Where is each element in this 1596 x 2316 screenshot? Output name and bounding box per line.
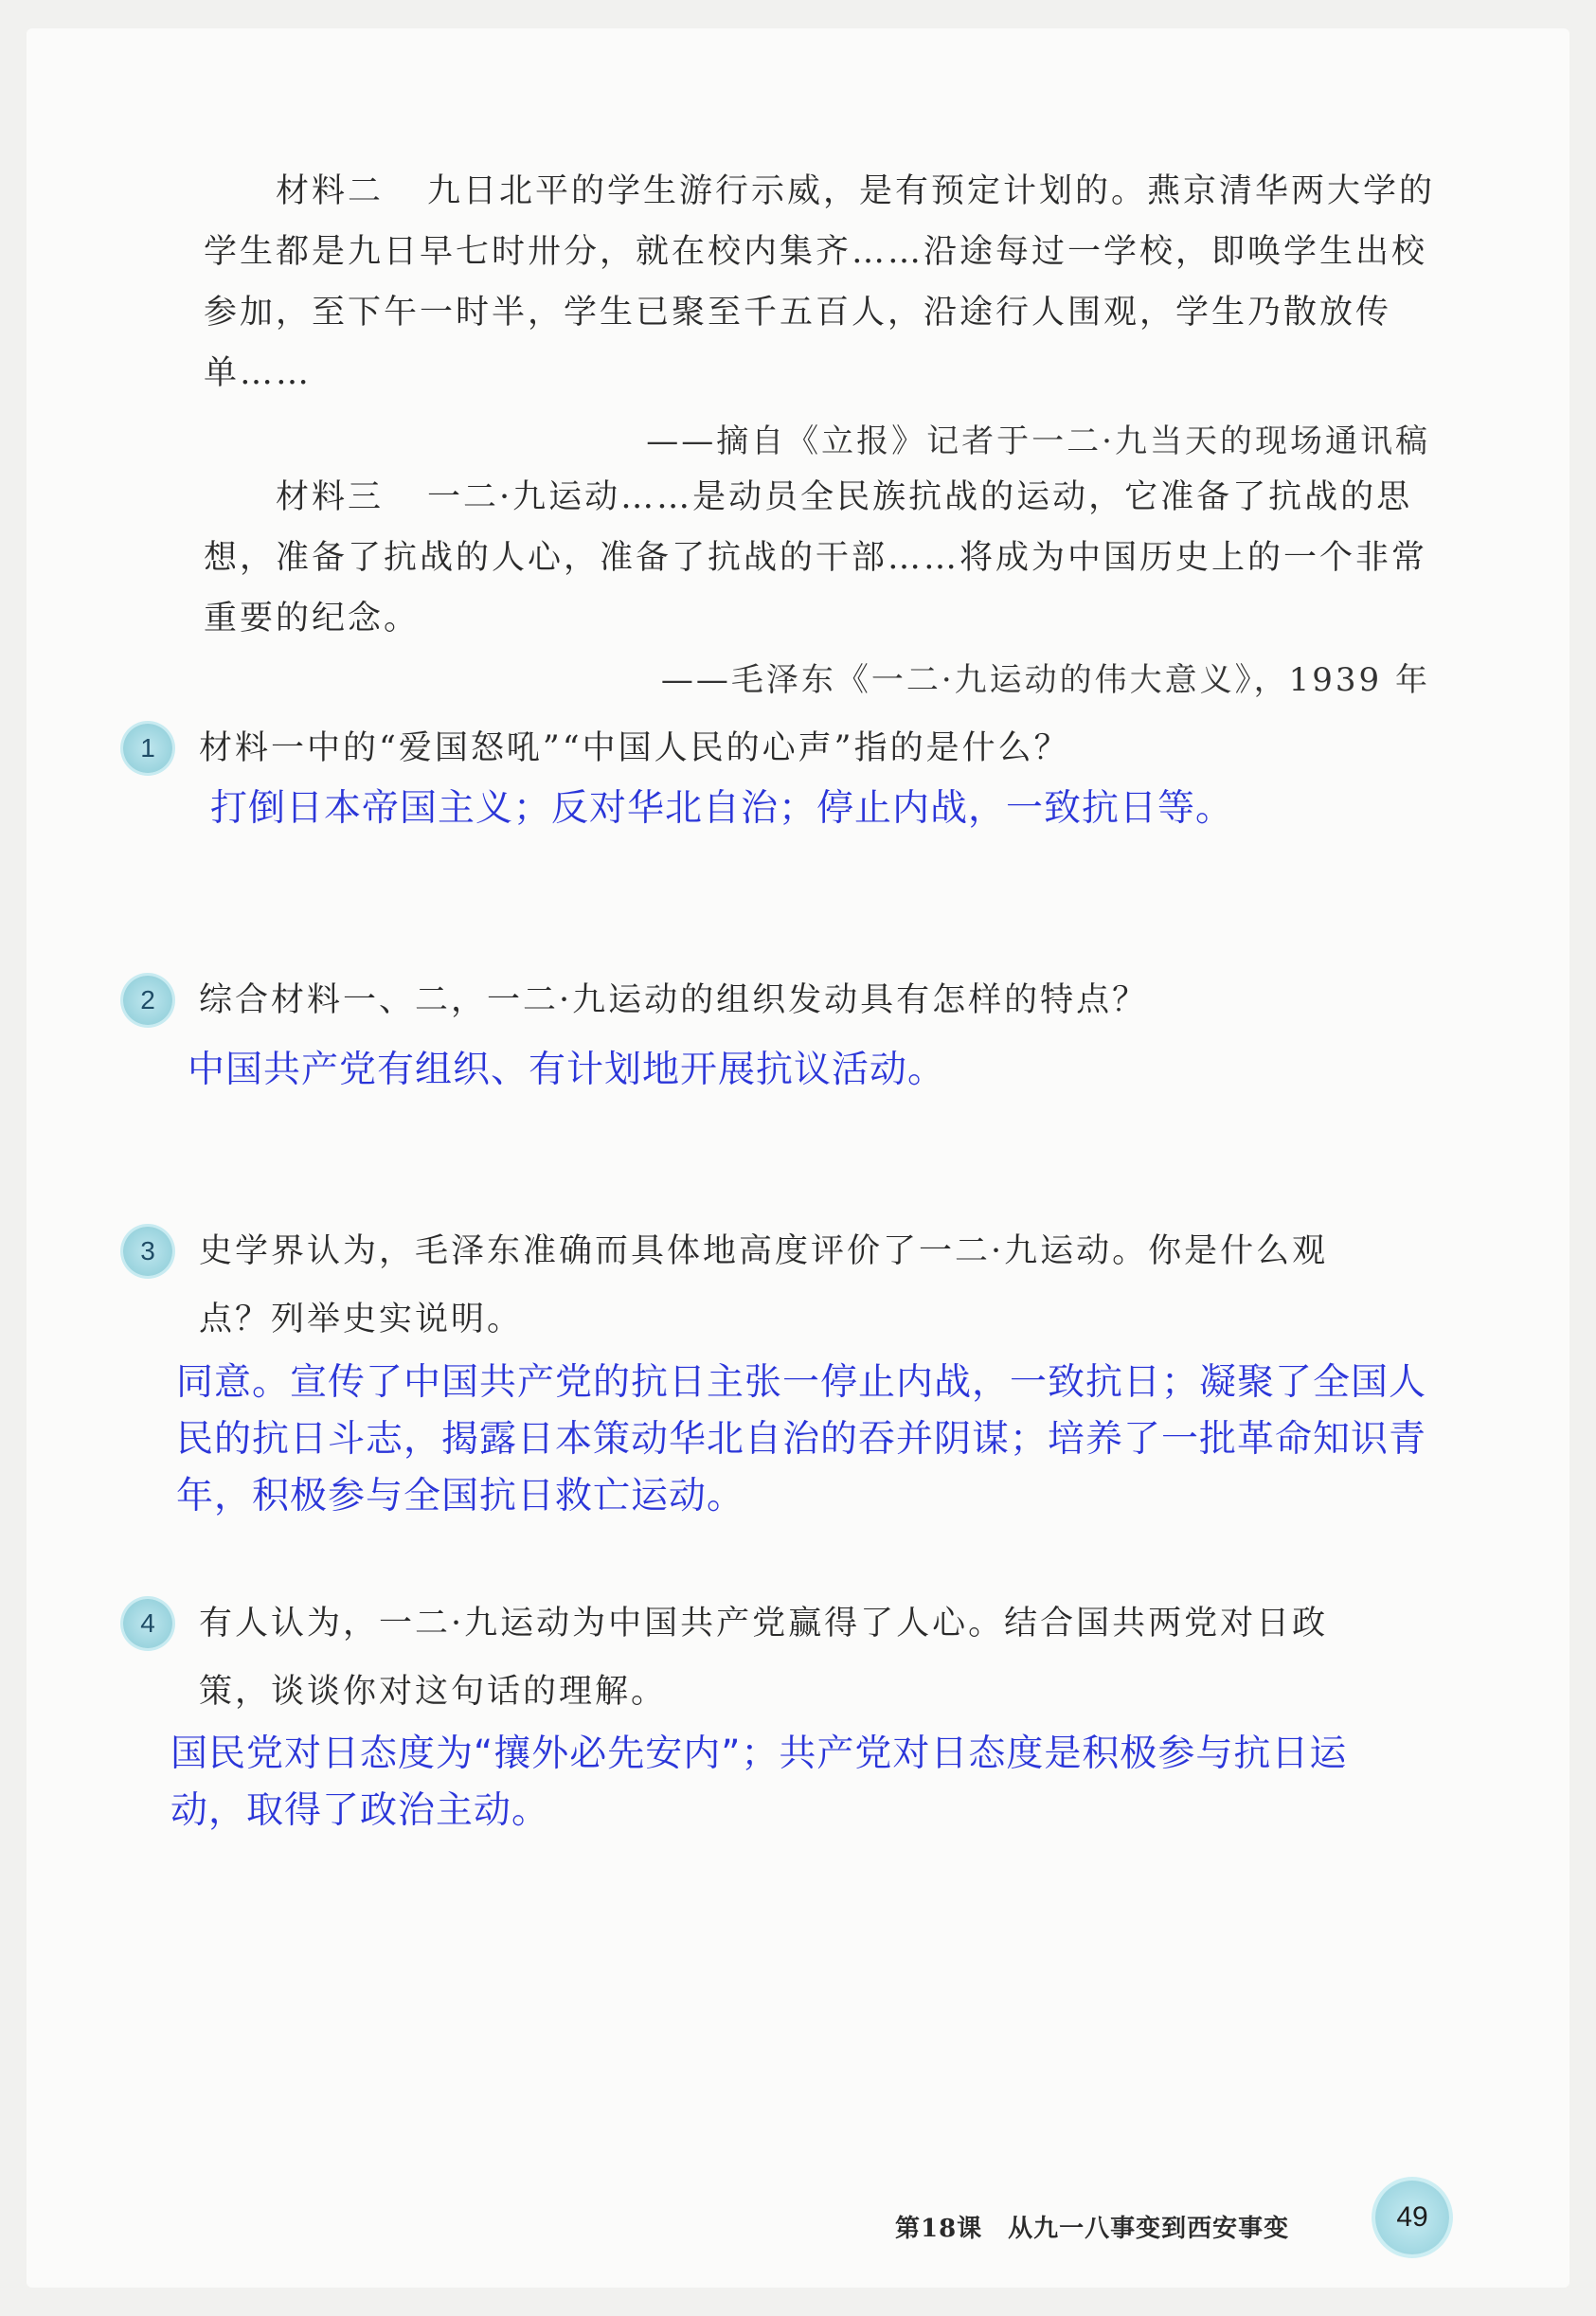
question-4-line2: 策，谈谈你对这句话的理解。 — [199, 1673, 668, 1711]
question-2-number-badge: 2 — [123, 976, 172, 1025]
question-3-answer: 同意。宣传了中国共产党的抗日主张一停止内战，一致抗日；凝聚了全国人民的抗日斗志，揭露日本策动华北自治的吞并阴谋；培养了一批革命知识青年，积极参与全国抗日救亡运动。 — [176, 1361, 1427, 1517]
question-1-text — [199, 714, 1459, 782]
question-2-text — [199, 966, 1459, 1034]
question-2-line1: 综合材料一、二，一二·九运动的组织发动具有怎样的特点？ — [199, 981, 1149, 1019]
material-2-body: 的学生都是九日早七时卅分，就在校内集齐……沿途每过一学校，即唤学生出校参加，至下午一时半，学生已聚至千五百人，沿途行人围观，学生乃散放传单…… — [204, 172, 1436, 392]
material-3-source: ——毛泽东《一二·九运动的伟大意义》，1939 年 — [660, 661, 1430, 699]
lesson-title-footer: 第18课 从九一八事变到西安事变 — [895, 2215, 1290, 2243]
question-4-number-badge: 4 — [123, 1599, 172, 1648]
question-4-answer: 国民党对日态度为“攘外必先安内”；共产党对日态度是积极参与抗日运动，取得了政治主动。 — [170, 1733, 1348, 1832]
page-number-badge: 49 — [1375, 2181, 1449, 2254]
material-2-label: 材料二 — [276, 172, 385, 210]
question-3-text — [199, 1217, 1459, 1354]
material-3-label: 材料三 — [276, 478, 385, 516]
material-2-paragraph — [204, 161, 1454, 404]
question-1-line1: 材料一中的“爱国怒吼”“中国人民的心声”指的是什么？ — [199, 729, 1070, 767]
question-4-text — [199, 1589, 1459, 1726]
question-1-number-badge: 1 — [123, 724, 172, 773]
material-3-body: 思想，准备了抗战的人心，准备了抗战的干部……将成为中国历史上的一个非常重要的纪念。 — [204, 478, 1428, 637]
material-2-line1: 九日北平的学生游行示威，是有预定计划的。燕京清华两大学 — [427, 172, 1400, 210]
question-4-line1: 有人认为，一二·九运动为中国共产党赢得了人心。结合国共两党对日政 — [199, 1605, 1329, 1643]
material-3-paragraph — [204, 467, 1454, 649]
question-3-line2: 点？列举史实说明。 — [199, 1301, 524, 1338]
material-2-source: ——摘自《立报》记者于一二·九当天的现场通讯稿 — [646, 422, 1430, 460]
question-3-number-badge: 3 — [123, 1227, 172, 1276]
question-3-line1: 史学界认为，毛泽东准确而具体地高度评价了一二·九运动。你是什么观 — [199, 1232, 1329, 1270]
material-3-line1: 一二·九运动……是动员全民族抗战的运动，它准备了抗战的 — [427, 478, 1377, 516]
question-1-answer: 打倒日本帝国主义；反对华北自治；停止内战，一致抗日等。 — [210, 787, 1234, 830]
question-2-answer: 中国共产党有组织、有计划地开展抗议活动。 — [188, 1049, 946, 1091]
